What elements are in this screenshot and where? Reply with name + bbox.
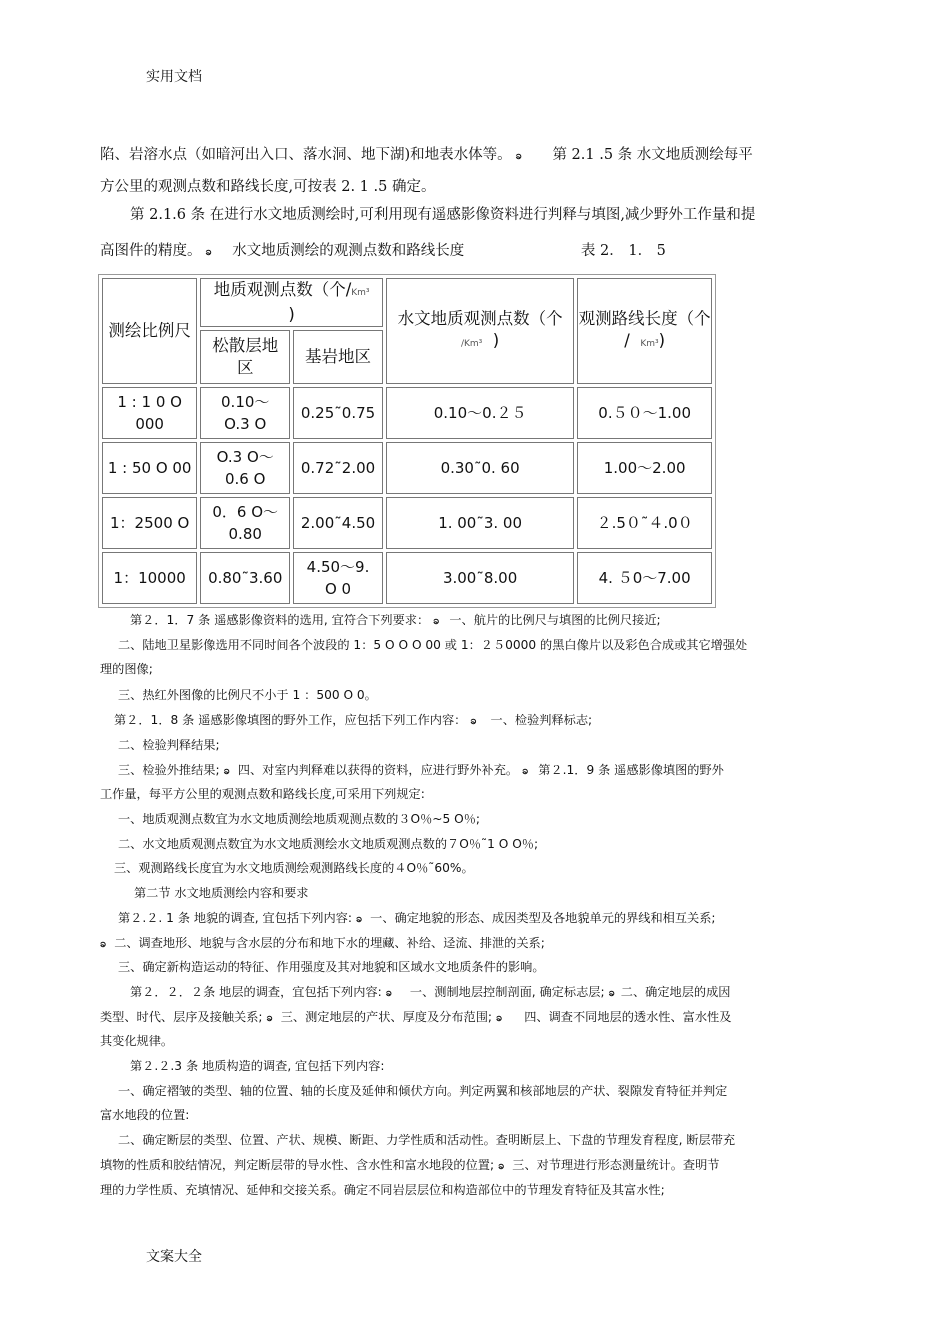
- text-line: 三、观测路线长度宜为水文地质测绘观测路线长度的４O％˜60%。: [114, 861, 474, 875]
- text-line: 二、陆地卫星影像选用不同时间各个波段的 1：5 O O O 00 或 1：２５0000 的黑白像片以及彩色合成或其它增强处: [118, 638, 748, 652]
- text-line: 第２．２．２条 地层的调查，宜包括下列内容: ခ 一、测制地层控制剖面, 确定标志层; ခ 二、确定地层的成因: [130, 985, 731, 999]
- cell-loose: O.3 O～ 0.6 O: [200, 442, 290, 494]
- cell-hydro: 3.00˜8.00: [386, 552, 574, 604]
- header-loose: 松散层地 区: [200, 330, 290, 384]
- cell-bedrock: 0.72˜2.00: [293, 442, 383, 494]
- paragraph-line: 高图件的精度。 ခ 水文地质测绘的观测点数和路线长度 表 2． 1． 5: [100, 243, 666, 259]
- header-route-length: 观测路线长度（个 / Km³): [577, 278, 712, 384]
- cell-loose: 0.80˜3.60: [200, 552, 290, 604]
- text-line: 第２．1．8 条 遥感影像填图的野外工作，应包括下列工作内容： ခ 一、检验判释标志;: [114, 713, 593, 727]
- table-row: [102, 442, 712, 494]
- paragraph-line: 第 2.1.6 条 在进行水文地质测绘时,可利用现有遥感影像资料进行判释与填图,减少野外工作量和提: [130, 207, 756, 223]
- text-line: 第２．1．7 条 遥感影像资料的选用, 宜符合下列要求： ခ 一、航片的比例尺与填图的比例尺接近;: [130, 613, 661, 627]
- text-line: 工作量，每平方公里的观测点数和路线长度,可采用下列规定:: [100, 787, 425, 801]
- text-line: 三、检验外推结果; ခ 四、对室内判释难以获得的资料，应进行野外补充。 ခ 第２.1．9 条 遥感影像填图的野外: [118, 763, 724, 777]
- text-line: 二、水文地质观测点数宜为水文地质测绘水文地质观测点数的７O％˜1 O O％;: [118, 837, 539, 851]
- text-line: 二、检验判释结果;: [118, 738, 220, 752]
- text-line: 一、确定褶皱的类型、轴的位置、轴的长度及延伸和倾伏方向。判定两翼和核部地层的产状、裂隙发育特征并判定: [118, 1084, 728, 1098]
- cell-bedrock: 4.50～9. O 0: [293, 552, 383, 604]
- text-line: 理的图像;: [100, 662, 153, 676]
- paragraph-line: 陷、岩溶水点（如暗河出入口、落水洞、地下湖)和地表水体等。 ခ 第 2.1 .5 条 水文地质测绘每平: [100, 147, 753, 163]
- text-line: 二、确定断层的类型、位置、产状、规模、断距、力学性质和活动性。查明断层上、下盘的节理发育程度, 断层带充: [118, 1133, 736, 1147]
- paragraph-line: 方公里的观测点数和路线长度,可按表 2. 1 .5 确定。: [100, 179, 436, 195]
- cell-route: ２.5０˜４.0０: [577, 497, 712, 549]
- cell-route: 1.00～2.00: [577, 442, 712, 494]
- text-line: 填物的性质和胶结情况，判定断层带的导水性、含水性和富水地段的位置; ခ 三、对节理进行形态测量统计。查明节: [100, 1158, 720, 1172]
- text-line: 第２.２. 1 条 地貌的调查, 宜包括下列内容: ခ 一、确定地貌的形态、成因类型及各地貌单元的界线和相互关系;: [118, 911, 716, 925]
- section-title: 第二节 水文地质测绘内容和要求: [134, 886, 309, 900]
- cell-scale: 1 : 1 0 O 000: [102, 387, 197, 439]
- cell-route: 4. ５0～7.00: [577, 552, 712, 604]
- cell-route: 0.５０～1.00: [577, 387, 712, 439]
- marker-icon: ခ: [205, 245, 212, 258]
- table-row: [102, 552, 712, 604]
- text-line: 其变化规律。: [100, 1034, 174, 1048]
- header-bedrock: 基岩地区: [293, 330, 383, 384]
- page-footer: 文案大全: [146, 1249, 202, 1265]
- text-line: 第２.２.3 条 地质构造的调查, 宜包括下列内容:: [130, 1059, 385, 1073]
- text-line: 类型、时代、层序及接触关系; ခ 三、测定地层的产状、厚度及分布范围; ခ 四、调查不同地层的透水性、富水性及: [100, 1010, 732, 1024]
- cell-scale: 1：2500 O: [102, 497, 197, 549]
- table-row: [102, 497, 712, 549]
- cell-hydro: 0.30˜0. 60: [386, 442, 574, 494]
- cell-hydro: 0.10～0.２５: [386, 387, 574, 439]
- cell-bedrock: 2.00˜4.50: [293, 497, 383, 549]
- marker-icon: ခ: [515, 149, 522, 162]
- text-line: 一、地质观测点数宜为水文地质测绘地质观测点数的３O％~5 O％;: [118, 812, 481, 826]
- table-row: [102, 387, 712, 439]
- cell-loose: 0．6 O～ 0.80: [200, 497, 290, 549]
- page-header: 实用文档: [146, 69, 202, 85]
- text-line: ခ 二、调查地形、地貌与含水层的分布和地下水的埋藏、补给、迳流、排泄的关系;: [100, 936, 545, 950]
- observation-table: [98, 274, 716, 608]
- cell-loose: 0.10～ O.3 O: [200, 387, 290, 439]
- cell-bedrock: 0.25˜0.75: [293, 387, 383, 439]
- cell-scale: 1 : 50 O 00: [102, 442, 197, 494]
- text-line: 三、热红外图像的比例尺不小于 1 ：500 O 0。: [118, 688, 377, 702]
- text-line: 理的力学性质、充填情况、延伸和交接关系。确定不同岩层层位和构造部位中的节理发育特征及其富水性;: [100, 1183, 665, 1197]
- header-scale: 测绘比例尺: [102, 278, 197, 384]
- header-hydro-points: 水文地质观测点数（个 /Km³ ): [386, 278, 574, 384]
- cell-scale: 1：10000: [102, 552, 197, 604]
- cell-hydro: 1. 00˜3. 00: [386, 497, 574, 549]
- text-line: 三、确定新构造运动的特征、作用强度及其对地貌和区域水文地质条件的影响。: [118, 960, 545, 974]
- text-line: 富水地段的位置:: [100, 1108, 190, 1122]
- header-geo-points: 地质观测点数（个/Km³ ): [200, 278, 383, 327]
